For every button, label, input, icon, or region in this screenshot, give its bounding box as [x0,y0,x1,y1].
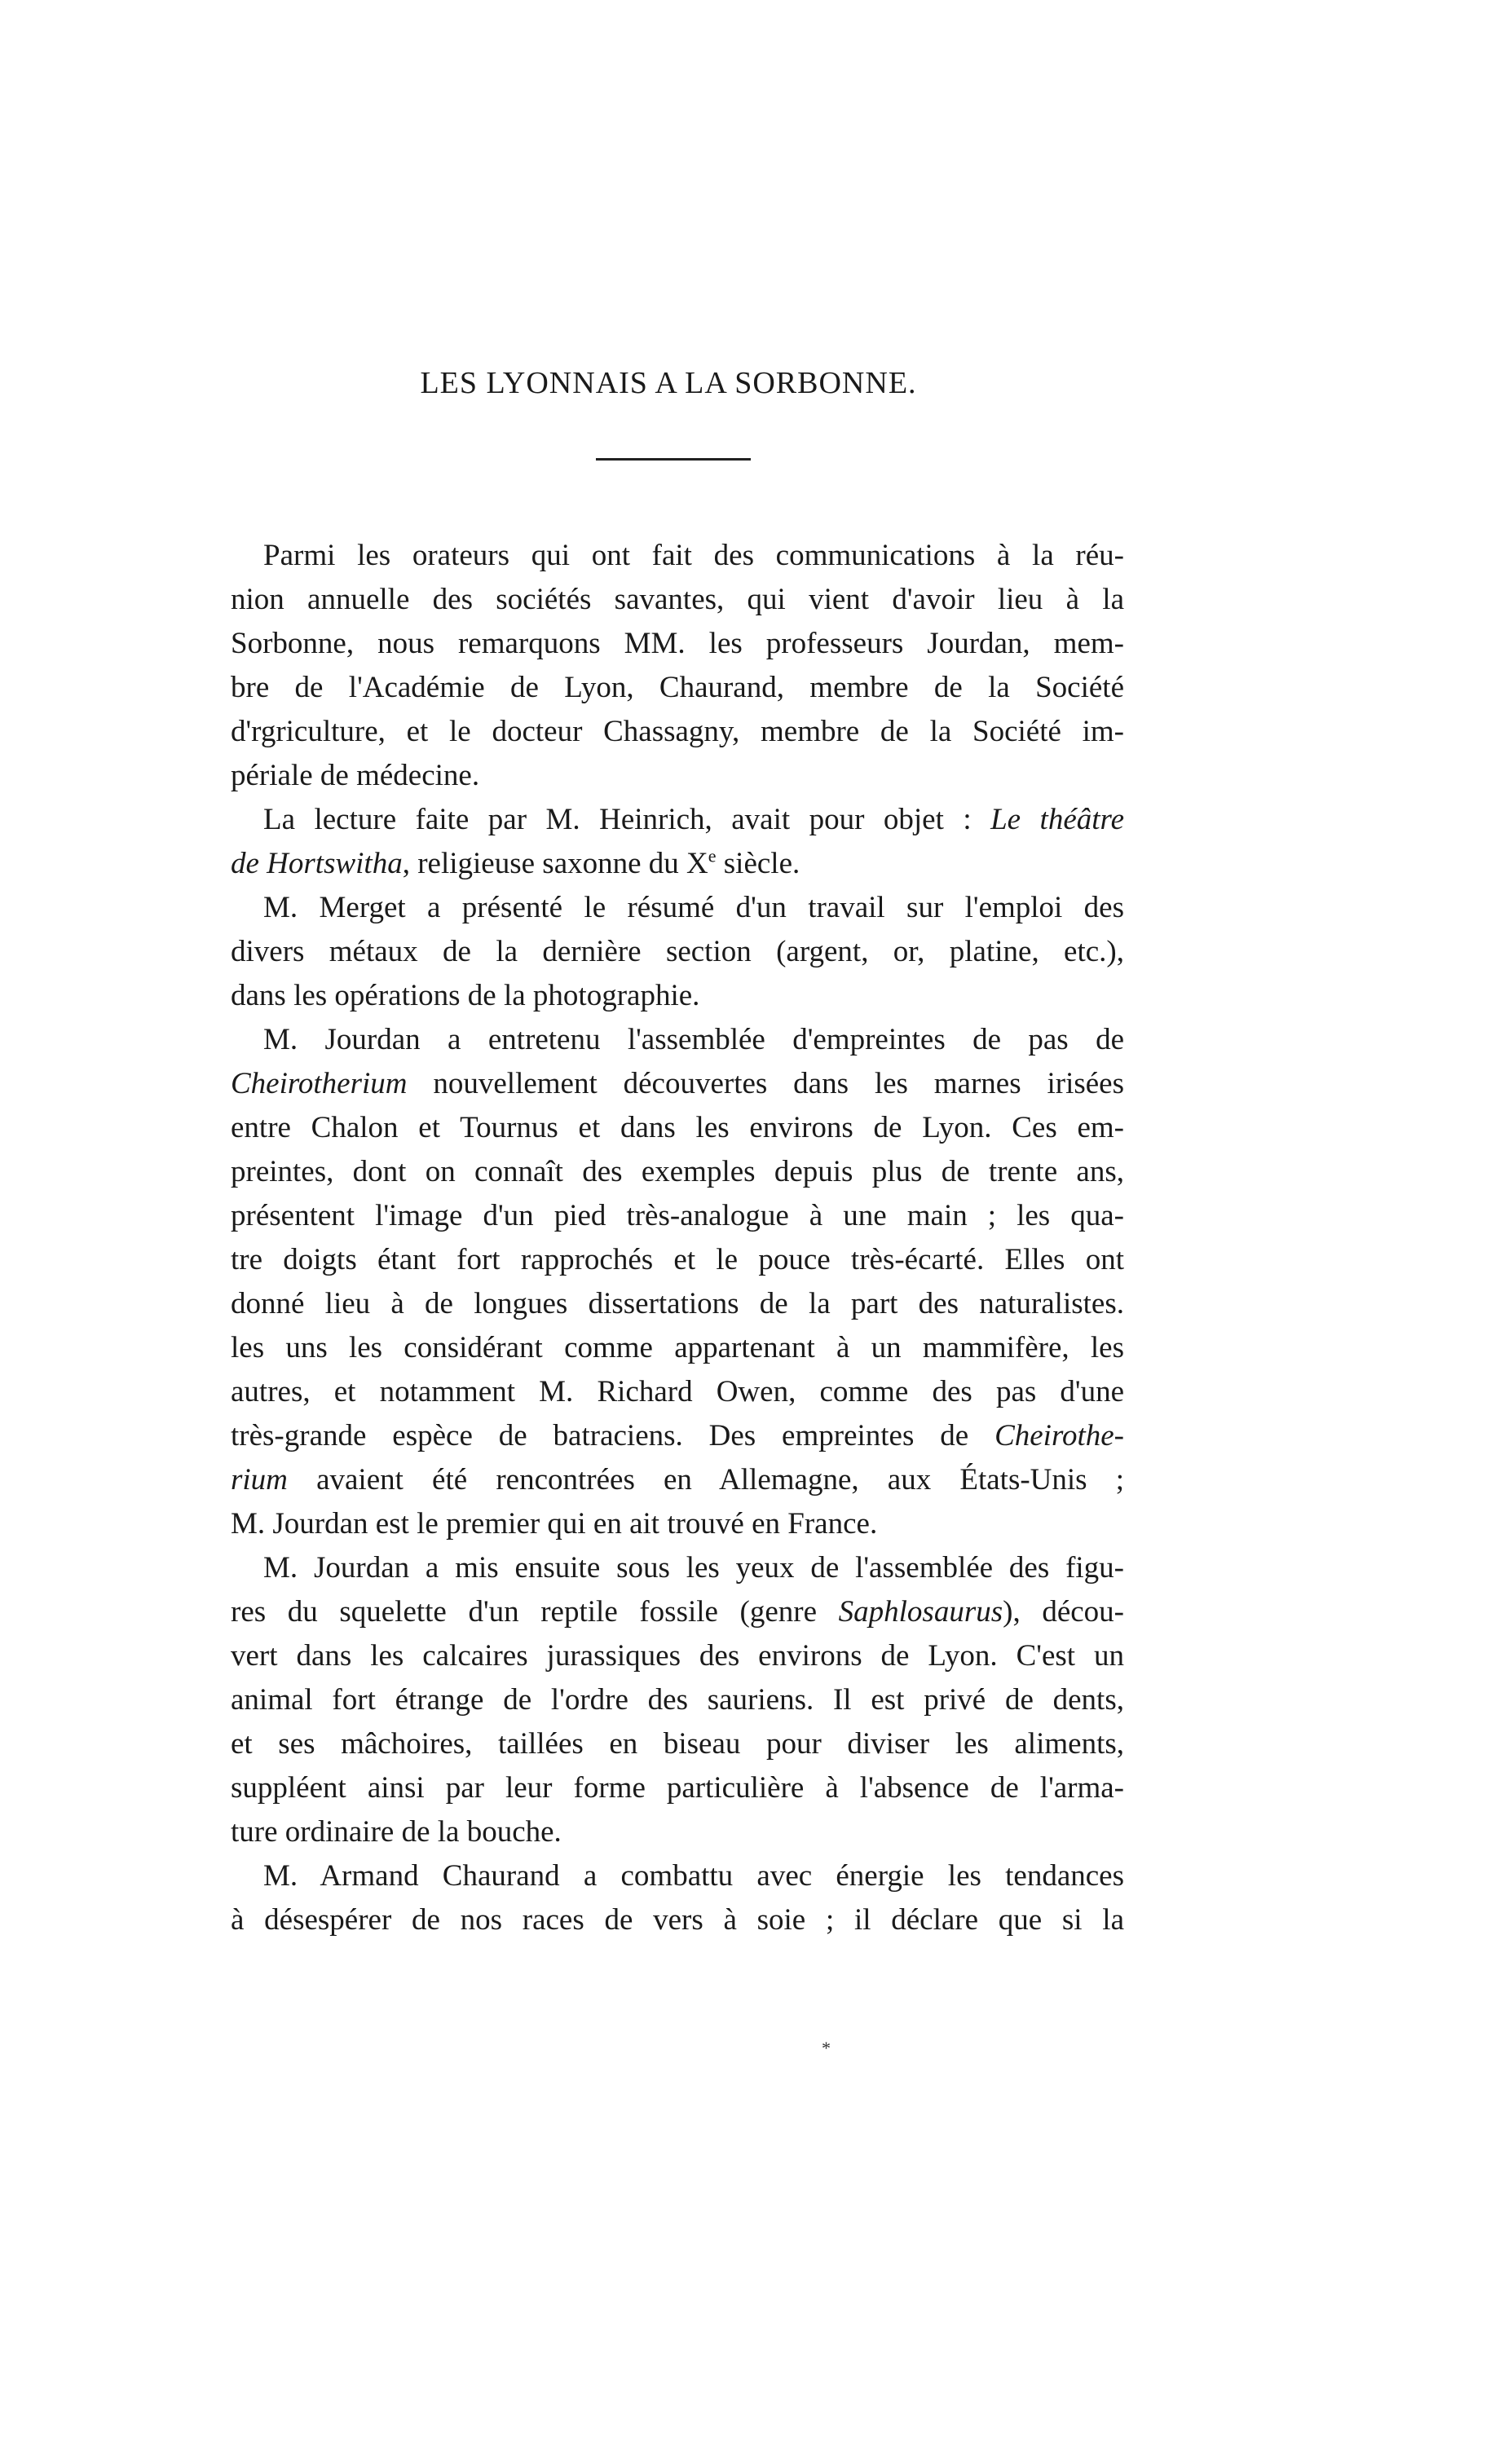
text-segment: bre de l'Académie de Lyon, Chaurand, membre de la Société [231,671,1124,704]
text-segment: Parmi les orateurs qui ont fait des communications à la réu- [263,539,1124,572]
text-segment: suppléent ainsi par leur forme particulière à l'absence de l'arma- [231,1771,1124,1805]
italic-text: Le théâtre [990,803,1124,836]
text-segment: ture ordinaire de la bouche. [231,1815,562,1849]
text-segment: dans les opérations de la photographie. [231,979,700,1012]
text-segment: très-grande espèce de batraciens. Des empreintes de [231,1419,995,1452]
text-line [231,886,1124,930]
text-line [231,1150,1124,1194]
text-line [231,1062,1124,1106]
text-line [231,1546,1124,1590]
text-line [231,1678,1124,1722]
paragraph [231,798,1124,886]
text-segment: autres, et notamment M. Richard Owen, comme des pas d'une [231,1375,1124,1408]
title-rule-divider [596,458,751,461]
text-segment: Sorbonne, nous remarquons MM. les professeurs Jourdan, mem- [231,627,1124,660]
text-line [231,1854,1124,1898]
text-line [231,622,1124,666]
article-body [231,534,1124,1942]
text-segment: M. Jourdan a entretenu l'assemblée d'empreintes de pas de [263,1023,1124,1056]
text-line [231,1414,1124,1458]
text-segment: nion annuelle des sociétés savantes, qui vient d'avoir lieu à la [231,583,1124,616]
text-segment: M. Jourdan est le premier qui en ait trouvé en France. [231,1507,878,1541]
text-segment: d'rgriculture, et le docteur Chassagny, membre de la Société im- [231,715,1124,748]
text-line [231,578,1124,622]
text-segment: nouvellement découvertes dans les marnes irisées [407,1067,1124,1100]
text-segment: M. Merget a présenté le résumé d'un travail sur l'emploi des [263,891,1124,924]
text-line [231,1282,1124,1326]
text-line [231,710,1124,754]
text-segment: entre Chalon et Tournus et dans les environs de Lyon. Ces em- [231,1111,1124,1144]
text-segment: présentent l'image d'un pied très-analogue à une main ; les qua- [231,1199,1124,1232]
text-segment: res du squelette d'un reptile fossile (genre [231,1595,839,1629]
text-line [231,974,1124,1018]
text-segment: à désespérer de nos races de vers à soie ; il déclare que si la [231,1903,1124,1937]
text-line [231,1722,1124,1766]
text-line [231,1194,1124,1238]
text-line [231,1766,1124,1810]
text-segment: animal fort étrange de l'ordre des sauriens. Il est privé de dents, [231,1683,1124,1717]
text-line [231,1898,1124,1942]
text-line [231,930,1124,974]
text-segment: vert dans les calcaires jurassiques des environs de Lyon. C'est un [231,1639,1124,1673]
italic-text: Cheirotherium [231,1067,408,1100]
text-line [231,1326,1124,1370]
text-line [231,1590,1124,1634]
text-line [231,798,1124,842]
superscript-text: e [708,845,717,866]
italic-text: Cheirothe- [994,1419,1124,1452]
text-line [231,534,1124,578]
text-line [231,842,1124,886]
paragraph [231,886,1124,1018]
text-segment: ), décou- [1003,1595,1124,1629]
italic-text: de Hortswitha [231,847,403,880]
paragraph [231,1854,1124,1942]
text-line [231,666,1124,710]
text-segment: M. Jourdan a mis ensuite sous les yeux de l'assemblée des figu- [263,1551,1124,1585]
paragraph [231,1546,1124,1854]
text-segment: preintes, dont on connaît des exemples depuis plus de trente ans, [231,1155,1124,1188]
text-line [231,1634,1124,1678]
paragraph [231,534,1124,798]
text-segment: siècle. [716,847,800,880]
text-segment: La lecture faite par M. Heinrich, avait pour objet : [263,803,991,836]
footnote-mark: * [822,2038,831,2058]
text-line [231,1502,1124,1546]
text-segment: donné lieu à de longues dissertations de la part des naturalistes. [231,1287,1124,1320]
text-segment: les uns les considérant comme appartenant à un mammifère, les [231,1331,1124,1364]
text-line [231,1106,1124,1150]
text-line [231,1018,1124,1062]
page-title: LES LYONNAIS A LA SORBONNE. [420,366,917,400]
text-line [231,1370,1124,1414]
italic-text: Saphlosaurus [838,1595,1003,1629]
italic-text: rium [231,1463,288,1496]
text-segment: avaient été rencontrées en Allemagne, aux États-Unis ; [287,1463,1124,1496]
text-segment: divers métaux de la dernière section (argent, or, platine, etc.), [231,935,1124,968]
text-segment: , religieuse saxonne du X [402,847,708,880]
text-line [231,1810,1124,1854]
text-segment: M. Armand Chaurand a combattu avec énergie les tendances [263,1859,1124,1893]
text-segment: périale de médecine. [231,759,480,792]
text-segment: et ses mâchoires, taillées en biseau pour diviser les aliments, [231,1727,1124,1761]
text-line [231,754,1124,798]
text-segment: tre doigts étant fort rapprochés et le pouce très-écarté. Elles ont [231,1243,1124,1276]
text-line [231,1458,1124,1502]
paragraph [231,1018,1124,1546]
text-line [231,1238,1124,1282]
